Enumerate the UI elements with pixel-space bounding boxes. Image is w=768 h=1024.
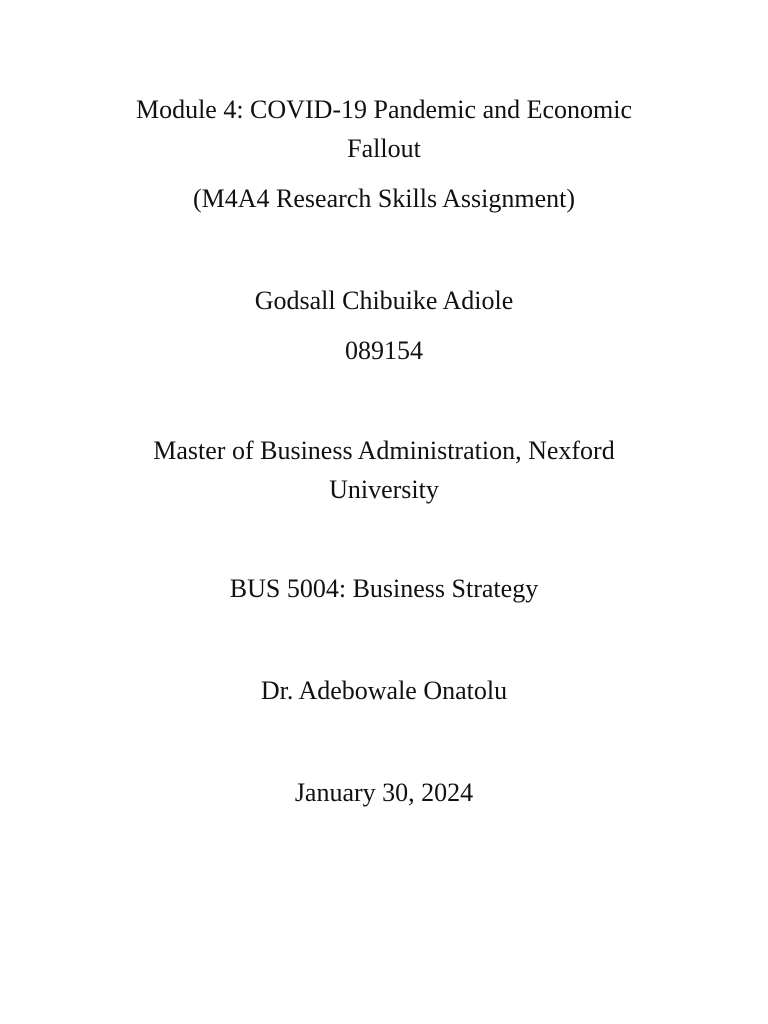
program-affiliation [96,431,672,509]
program-line-2: University [329,475,439,504]
submission-date: January 30, 2024 [294,778,474,807]
assignment-subtitle: (M4A4 Research Skills Assignment) [192,184,576,213]
document-title [96,90,672,168]
program-line-1: Master of Business Administration, Nexford [153,436,615,465]
course-name: BUS 5004: Business Strategy [229,574,539,603]
student-id: 089154 [345,336,423,365]
document-title-line-1: Module 4: COVID-19 Pandemic and Economic [135,95,633,124]
author-name: Godsall Chibuike Adiole [254,286,514,315]
instructor-name: Dr. Adebowale Onatolu [260,676,508,705]
document-title-line-2: Fallout [347,134,421,163]
